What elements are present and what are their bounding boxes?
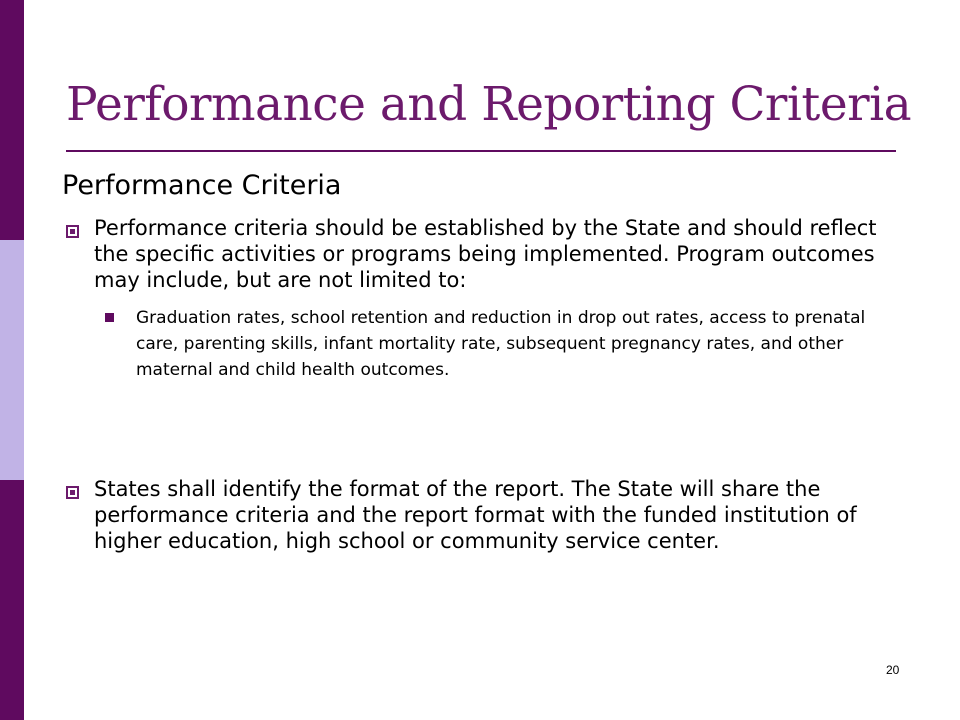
title-underline-divider [66, 150, 896, 152]
slide-title: Performance and Reporting Criteria [66, 77, 912, 132]
bullet-row [62, 476, 912, 554]
sub-bullet-text: Graduation rates, school retention and reduction in drop out rates, access to prenatal care, parenting skills, infant mortality rate, subsequent pregnancy rates, and other maternal and child health outcomes. [136, 308, 866, 380]
left-accent-bar [0, 0, 24, 720]
hollow-square-bullet-icon [66, 225, 79, 238]
sub-bullet-item-outcomes [94, 305, 896, 383]
page-number: 20 [886, 663, 900, 677]
accent-bar-top-segment [0, 0, 24, 240]
bullet-item-report-format [62, 476, 912, 554]
bullet-text: States shall identify the format of the report. The State will share the performance criteria and the report format with the funded institution of higher education, high school or community service center. [94, 477, 857, 553]
bullet-text: Performance criteria should be established by the State and should reflect the specific activities or programs being implemented. Program outcomes may include, but are not limited to: [94, 216, 877, 292]
accent-bar-middle-segment [0, 240, 24, 480]
hollow-square-bullet-icon [66, 486, 79, 499]
bullet-row [62, 215, 912, 293]
accent-bar-bottom-segment [0, 480, 24, 720]
bullet-item-performance-criteria [62, 215, 912, 383]
filled-square-bullet-icon [105, 313, 114, 322]
section-subheading: Performance Criteria [62, 170, 342, 201]
